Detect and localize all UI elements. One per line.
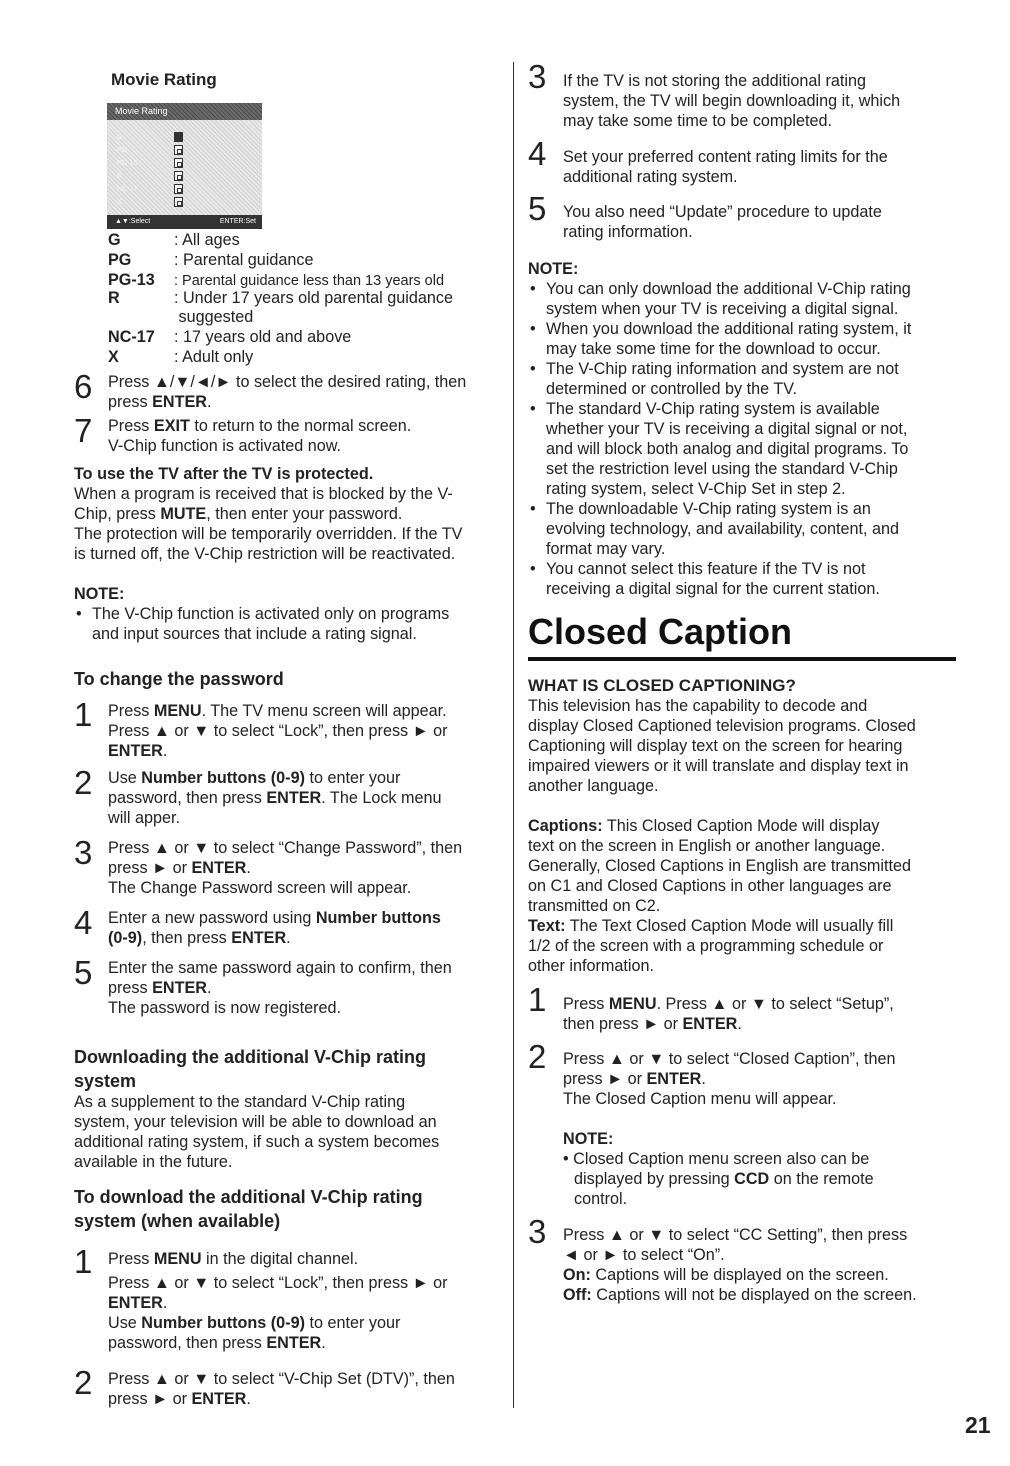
menu-title: Movie Rating: [107, 103, 262, 120]
menu-row: G: [117, 131, 197, 144]
menu-footer-left: ▲▼:Select: [115, 218, 151, 225]
note-item: • The V-Chip function is activated only on programs and input sources that include a rating signal.: [74, 604, 504, 644]
paragraph-line: available in the future.: [74, 1153, 233, 1171]
step-text: If the TV is not storing the additional rating: [563, 72, 866, 90]
paragraph-line: is turned off, the V-Chip restriction will be reactivated.: [74, 545, 456, 563]
step-number: 3: [528, 1213, 547, 1250]
rating-row: X : Adult only: [108, 348, 254, 366]
note-line: control.: [574, 1190, 628, 1208]
note-label: NOTE:: [563, 1130, 614, 1148]
menu-footer: [107, 215, 262, 229]
step-text: Press ▲ or ▼ to select “Lock”, then press ► or: [108, 1274, 448, 1292]
step-text: Off: Captions will not be displayed on the screen.: [563, 1286, 917, 1304]
title-rule: [528, 657, 956, 661]
step-text: rating information.: [563, 223, 693, 241]
step-text: Use Number buttons (0-9) to enter your: [108, 769, 401, 787]
step-number: 4: [74, 904, 93, 941]
step-number: 3: [528, 58, 547, 95]
paragraph-line: other information.: [528, 957, 654, 975]
paragraph-line: Chip, press MUTE, then enter your password.: [74, 505, 403, 523]
step-text: (0-9), then press ENTER.: [108, 929, 291, 947]
note-list: [528, 279, 968, 599]
step-text: Enter the same password again to confirm, then: [108, 959, 452, 977]
rating-row: PG-13 : Parental guidance less than 13 years old: [108, 271, 445, 289]
step-text: V-Chip function is activated now.: [108, 437, 342, 455]
step-text: ENTER.: [108, 742, 168, 760]
step-text: The Closed Caption menu will appear.: [563, 1090, 837, 1108]
step-text: Press ▲ or ▼ to select “V-Chip Set (DTV)”, then: [108, 1370, 455, 1388]
step-text: Press EXIT to return to the normal screen.: [108, 417, 412, 435]
step-number: 7: [74, 412, 93, 449]
menu-row: X: [117, 196, 197, 209]
step-text: press ENTER.: [108, 393, 212, 411]
lock-icon: [174, 145, 183, 155]
paragraph-line: text on the screen in English or another language.: [528, 837, 886, 855]
column-divider: [513, 62, 514, 1408]
menu-footer-right: ENTER:Set: [219, 218, 256, 225]
note-item: • You cannot select this feature if the TV is not receiving a digital signal for the current station.: [528, 559, 968, 599]
downloading-heading: Downloading the additional V-Chip rating: [74, 1047, 426, 1067]
note-list: [74, 604, 504, 644]
step-text: Press ▲ or ▼ to select “CC Setting”, then press: [563, 1226, 908, 1244]
step-number: 4: [528, 135, 547, 172]
lock-icon: [174, 132, 183, 142]
step-text: press ENTER.: [108, 979, 212, 997]
menu-row: NC-17: [117, 183, 197, 196]
step-number: 5: [74, 954, 93, 991]
download-available-heading: To download the additional V-Chip rating: [74, 1187, 423, 1207]
rating-row: NC-17 : 17 years old and above: [108, 328, 352, 346]
protected-heading: To use the TV after the TV is protected.: [74, 465, 374, 483]
lock-icon: [174, 158, 183, 168]
step-text: Use Number buttons (0-9) to enter your: [108, 1314, 401, 1332]
movie-rating-heading: Movie Rating: [111, 70, 217, 89]
step-text: Enter a new password using Number buttons: [108, 909, 441, 927]
menu-row: R: [117, 170, 197, 183]
step-number: 2: [528, 1038, 547, 1075]
lock-icon: [174, 184, 183, 194]
step-text: On: Captions will be displayed on the screen.: [563, 1266, 889, 1284]
note-item: • The standard V-Chip rating system is available whether your TV is receiving a digital signal or not, and will block both analog and digital programs. To set the restriction level using the standard V-Chip rating system, select V-Chip Set in step 2.: [528, 399, 968, 499]
paragraph-line: As a supplement to the standard V-Chip rating: [74, 1093, 406, 1111]
paragraph-line: Captioning will display text on the screen for hearing: [528, 737, 903, 755]
step-text: The password is now registered.: [108, 999, 342, 1017]
step-text: Press ▲ or ▼ to select “Change Password”, then: [108, 839, 463, 857]
lock-icon: [174, 197, 183, 207]
closed-caption-title: Closed Caption: [528, 611, 793, 652]
note-item: • The downloadable V-Chip rating system is an evolving technology, and availability, content, and format may vary.: [528, 499, 968, 559]
step-number: 1: [74, 696, 93, 733]
step-text: ◄ or ► to select “On”.: [563, 1246, 725, 1264]
step-text: additional rating system.: [563, 168, 738, 186]
paragraph-line: Generally, Closed Captions in English are transmitted: [528, 857, 911, 875]
paragraph-line: Text: The Text Closed Caption Mode will usually fill: [528, 917, 894, 935]
step-text: Press ▲ or ▼ to select “Closed Caption”, then: [563, 1050, 896, 1068]
step-text: Set your preferred content rating limits for the: [563, 148, 888, 166]
rating-row: PG : Parental guidance: [108, 251, 314, 269]
step-text: may take some time to be completed.: [563, 112, 833, 130]
paragraph-line: additional rating system, if such a system becomes: [74, 1133, 440, 1151]
step-text: press ► or ENTER.: [108, 1390, 251, 1408]
step-number: 2: [74, 764, 93, 801]
step-text: ENTER.: [108, 1294, 168, 1312]
note-label: NOTE:: [74, 585, 125, 603]
note-line: displayed by pressing CCD on the remote: [574, 1170, 874, 1188]
step-text: password, then press ENTER. The Lock menu: [108, 789, 442, 807]
paragraph-line: on C1 and Closed Captions in other languages are: [528, 877, 892, 895]
step-text: press ► or ENTER.: [108, 859, 251, 877]
downloading-heading: system: [74, 1071, 137, 1091]
step-text: Press ▲ or ▼ to select “Lock”, then press ► or: [108, 722, 448, 740]
step-number: 1: [528, 981, 547, 1018]
step-text: will apper.: [108, 809, 180, 827]
step-text: press ► or ENTER.: [563, 1070, 706, 1088]
step-text: Press MENU in the digital channel.: [108, 1250, 359, 1268]
paragraph-line: transmitted on C2.: [528, 897, 661, 915]
step-text: system, the TV will begin downloading it, which: [563, 92, 901, 110]
note-item: • The V-Chip rating information and system are not determined or controlled by the TV.: [528, 359, 968, 399]
rating-row: suggested: [174, 308, 254, 326]
menu-row: PG: [117, 144, 197, 157]
step-text: The Change Password screen will appear.: [108, 879, 412, 897]
note-item: • You can only download the additional V-Chip rating system when your TV is receiving a digital signal.: [528, 279, 968, 319]
step-number: 5: [528, 190, 547, 227]
page-number: 21: [965, 1412, 991, 1438]
download-available-heading: system (when available): [74, 1211, 281, 1231]
menu-row: PG-13: [117, 157, 197, 170]
change-password-heading: To change the password: [74, 669, 284, 689]
rating-row: R : Under 17 years old parental guidance: [108, 289, 453, 307]
paragraph-line: another language.: [528, 777, 659, 795]
note-item: • When you download the additional rating system, it may take some time for the download to occur.: [528, 319, 968, 359]
movie-rating-menu-screenshot: [107, 103, 262, 229]
paragraph-line: Captions: This Closed Caption Mode will display: [528, 817, 880, 835]
step-text: then press ► or ENTER.: [563, 1015, 742, 1033]
step-text: You also need “Update” procedure to update: [563, 203, 882, 221]
paragraph-line: impaired viewers or it will translate and display text in: [528, 757, 909, 775]
step-text: Press MENU. The TV menu screen will appear.: [108, 702, 447, 720]
what-is-heading: WHAT IS CLOSED CAPTIONING?: [528, 676, 796, 695]
step-text: Press ▲/▼/◄/► to select the desired rating, then: [108, 373, 467, 391]
step-number: 2: [74, 1364, 93, 1401]
lock-icon: [174, 171, 183, 181]
step-text: password, then press ENTER.: [108, 1334, 326, 1352]
step-number: 3: [74, 834, 93, 871]
paragraph-line: display Closed Captioned television programs. Closed: [528, 717, 916, 735]
note-label: NOTE:: [528, 260, 579, 278]
note-line: • Closed Caption menu screen also can be: [563, 1150, 870, 1168]
step-number: 6: [74, 368, 93, 405]
paragraph-line: The protection will be temporarily overridden. If the TV: [74, 525, 463, 543]
paragraph-line: system, your television will be able to download an: [74, 1113, 437, 1131]
step-number: 1: [74, 1243, 93, 1280]
paragraph-line: This television has the capability to decode and: [528, 697, 868, 715]
paragraph-line: 1/2 of the screen with a programming schedule or: [528, 937, 884, 955]
step-text: Press MENU. Press ▲ or ▼ to select “Setup”,: [563, 995, 894, 1013]
rating-row: G : All ages: [108, 231, 240, 249]
paragraph-line: When a program is received that is blocked by the V-: [74, 485, 453, 503]
